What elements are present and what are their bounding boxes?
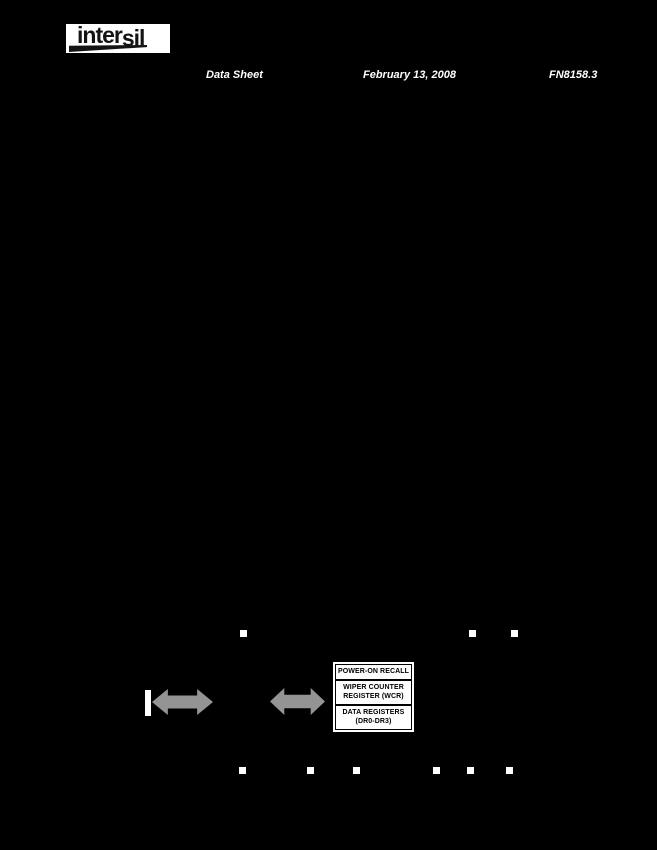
- pin-marker: [433, 767, 440, 774]
- pin-marker: [307, 767, 314, 774]
- bidirectional-arrow-icon: [152, 689, 213, 715]
- register-label: POWER-ON RECALL: [337, 667, 410, 675]
- bidirectional-arrow-icon: [270, 688, 325, 715]
- pin-marker: [467, 767, 474, 774]
- register-stack: [333, 662, 414, 732]
- bus-bar: [145, 690, 151, 716]
- pin-marker: [506, 767, 513, 774]
- logo-text: [77, 24, 144, 49]
- register-label: WIPER COUNTER: [343, 684, 404, 691]
- doc-number-label: FN8158.3: [549, 69, 598, 81]
- register-box-power-on-recall: [335, 664, 412, 680]
- doc-date-label: February 13, 2008: [363, 69, 456, 81]
- register-label: DATA REGISTERS: [342, 709, 405, 716]
- pin-marker: [511, 630, 518, 637]
- pin-marker: [353, 767, 360, 774]
- intersil-logo: [66, 24, 170, 53]
- pin-marker: [240, 630, 247, 637]
- register-box-wiper-counter: [335, 680, 412, 705]
- register-label: (DR0-DR3): [355, 717, 392, 725]
- pin-marker: [239, 767, 246, 774]
- doc-type-label: Data Sheet: [206, 69, 263, 81]
- register-label: REGISTER (WCR): [343, 692, 404, 700]
- register-box-data-registers: [335, 705, 412, 730]
- logo-text-part2: sil: [121, 25, 145, 51]
- logo-text-part1: inter: [77, 24, 122, 48]
- pin-marker: [469, 630, 476, 637]
